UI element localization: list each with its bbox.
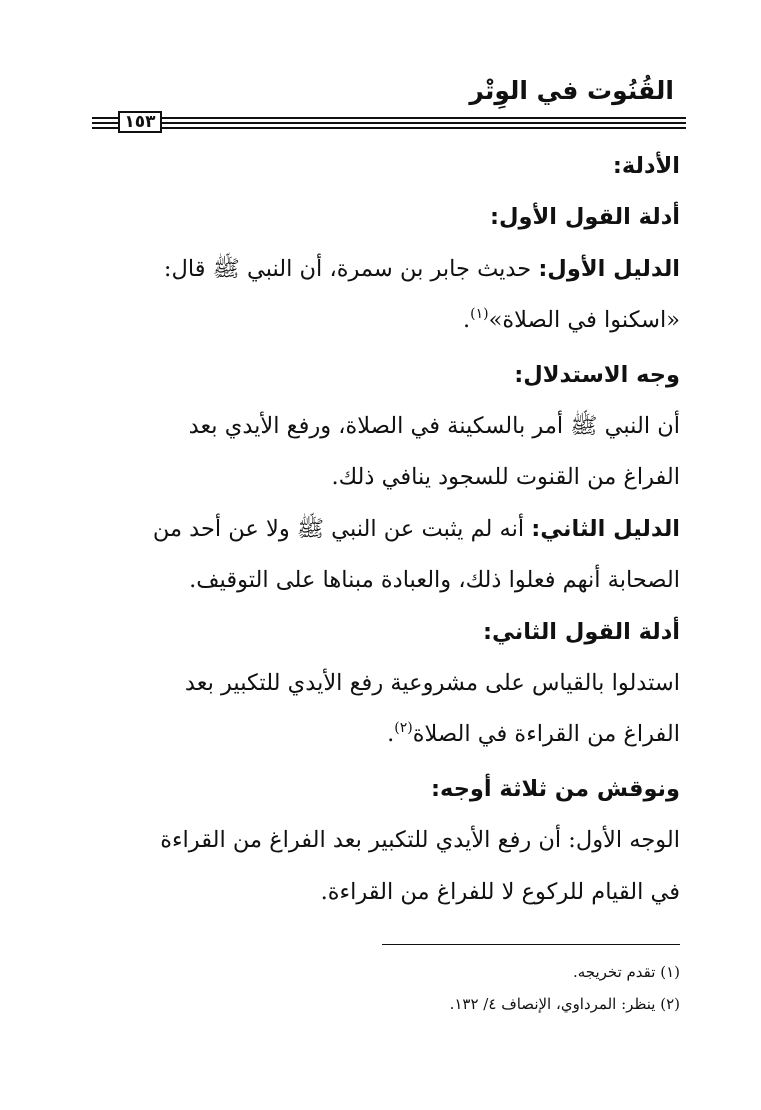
header-rule (92, 111, 686, 133)
paragraph-line: أن النبي ﷺ أمر بالسكينة في الصلاة، ورفع الأيدي بعد (188, 413, 680, 440)
paragraph-line: الوجه الأول: أن رفع الأيدي للتكبير بعد الفراغ من القراءة (160, 827, 680, 854)
section-heading: الأدلة: (612, 153, 680, 179)
footnote-ref: (٢) (394, 720, 413, 737)
footnote-ref: (١) (470, 306, 489, 323)
hadith-quote: «اسكنوا في الصلاة» (488, 307, 680, 334)
header-rule-line (92, 122, 686, 124)
paragraph (92, 504, 680, 555)
paragraph-line: في القيام للركوع لا للفراغ من القراءة. (320, 878, 680, 905)
paragraph-text: . (387, 721, 395, 748)
footnote-rule (382, 944, 680, 945)
subsection-heading: وجه الاستدلال: (514, 361, 680, 388)
evidence-label: الدليل الأول: (538, 255, 680, 282)
paragraph-line: الصحابة أنهم فعلوا ذلك، والعبادة مبناها على التوقيف. (189, 567, 680, 594)
paragraph (92, 709, 680, 763)
running-title: القُنُوت في الوِتْر (469, 76, 674, 105)
subsection-heading: أدلة القول الثاني: (482, 618, 680, 645)
subsection-heading: ونوقش من ثلاثة أوجه: (431, 775, 680, 802)
paragraph-text: . (463, 307, 471, 334)
page-number: ١٥٣ (118, 111, 162, 133)
body-text (92, 141, 680, 918)
paragraph-text: الفراغ من القراءة في الصلاة (412, 721, 680, 748)
paragraph (92, 295, 680, 349)
header-rule-line (92, 127, 686, 129)
evidence-label: الدليل الثاني: (531, 515, 680, 542)
paragraph-line: استدلوا بالقياس على مشروعية رفع الأيدي للتكبير بعد (184, 670, 680, 697)
paragraph (92, 244, 680, 295)
subsection-heading: أدلة القول الأول: (490, 204, 680, 231)
footnotes (92, 956, 680, 1020)
paragraph-text: أنه لم يثبت عن النبي ﷺ ولا عن أحد من (152, 515, 532, 542)
header-rule-line (92, 117, 686, 119)
footnote: (١) تقدم تخريجه. (572, 963, 680, 981)
paragraph-text: حديث جابر بن سمرة، أن النبي ﷺ قال: (163, 255, 539, 282)
footnote: (٢) ينظر: المرداوي، الإنصاف ٤/ ١٣٢. (449, 995, 680, 1013)
paragraph-line: الفراغ من القنوت للسجود ينافي ذلك. (331, 464, 680, 491)
